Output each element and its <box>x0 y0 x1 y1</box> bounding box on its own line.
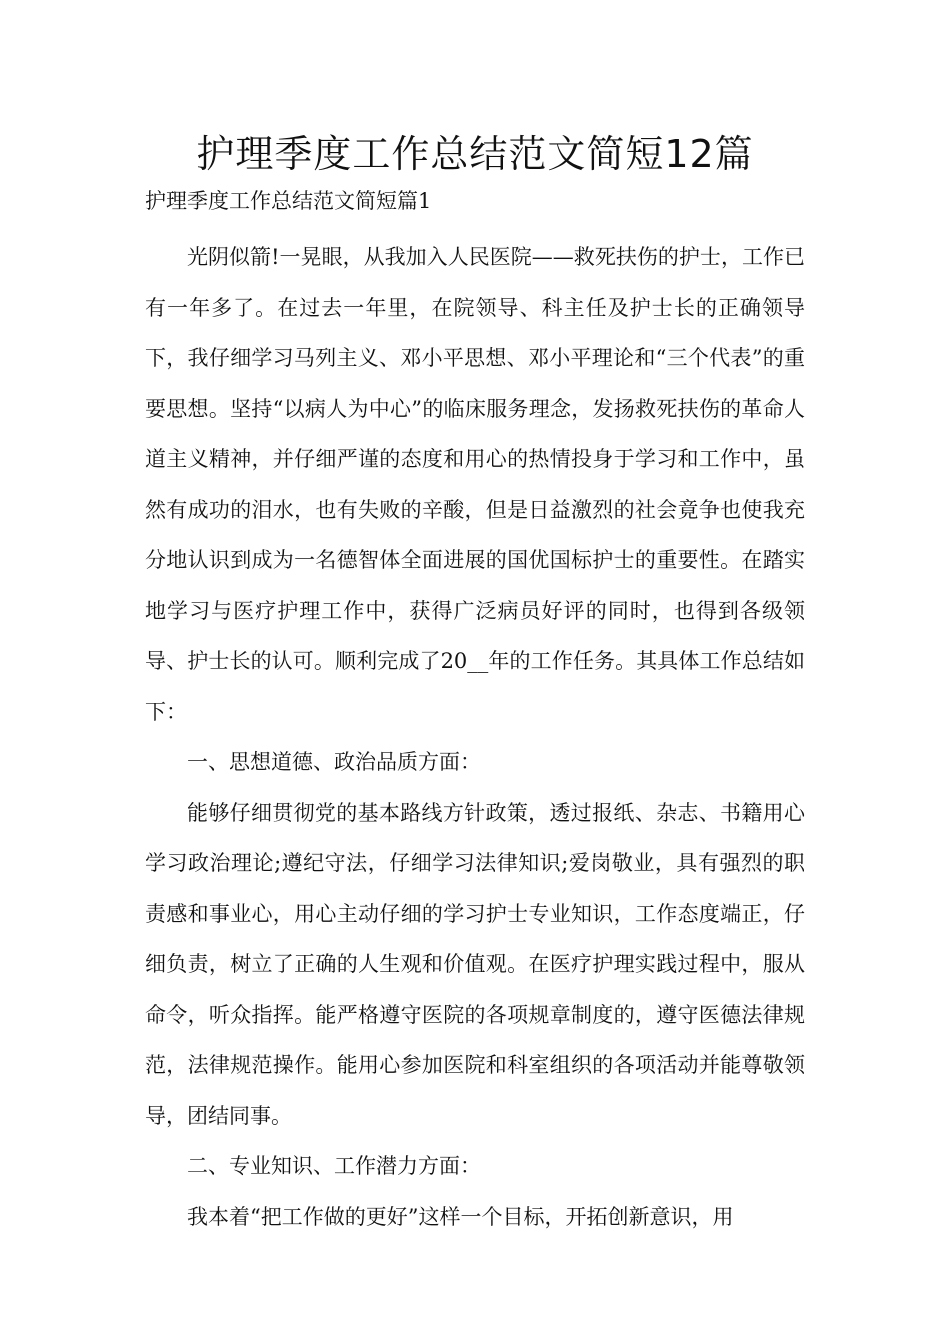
section-heading-ethics: 一、思想道德、政治品质方面： <box>187 750 481 774</box>
section-heading-skills: 二、专业知识、工作潜力方面： <box>187 1154 481 1178</box>
intro-paragraph: 光阴似箭!一晃眼，从我加入人民医院——救死扶伤的护士，工作已有一年多了。在过去一年里，在院领导、科主任及护士长的正确领导下，我仔细学习马列主义、邓小平思想、邓小平理论和“三个代表”的重要思想。坚持“以病人为中心”的临床服务理念，发扬救死扶伤的革命人道主义精神，并仔细严谨的态度和用心的热情投身于学习和工作中，虽然有成功的泪水，也有失败的辛酸，但是日益激烈的社会竟争也使我充分地认识到成为一名德智体全面进展的国优国标护士的重要性。在踏实地学习与医疗护理工作中，获得广泛病员好评的同时，也得到各级领导、护士长的认可。顺利完成了20__年的工作任务。其具体工作总结如下： <box>145 245 805 724</box>
document-body <box>145 232 805 1242</box>
ethics-paragraph: 能够仔细贯彻党的基本路线方针政策，透过报纸、杂志、书籍用心学习政治理论;遵纪守法，仔细学习法律知识;爱岗敬业，具有强烈的职责感和事业心，用心主动仔细的学习护士专业知识，工作态度端正，仔细负责，树立了正确的人生观和价值观。在医疗护理实践过程中，服从命令，听众指挥。能严格遵守医院的各项规章制度的，遵守医德法律规范，法律规范操作。能用心参加医院和科室组织的各项活动并能尊敬领导，团结同事。 <box>145 800 805 1128</box>
skills-paragraph: 我本着“把工作做的更好”这样一个目标，开拓创新意识，用 <box>187 1204 734 1229</box>
section-subtitle: 护理季度工作总结范文简短篇1 <box>145 189 432 213</box>
document-title: 护理季度工作总结范文简短12篇 <box>196 132 754 176</box>
